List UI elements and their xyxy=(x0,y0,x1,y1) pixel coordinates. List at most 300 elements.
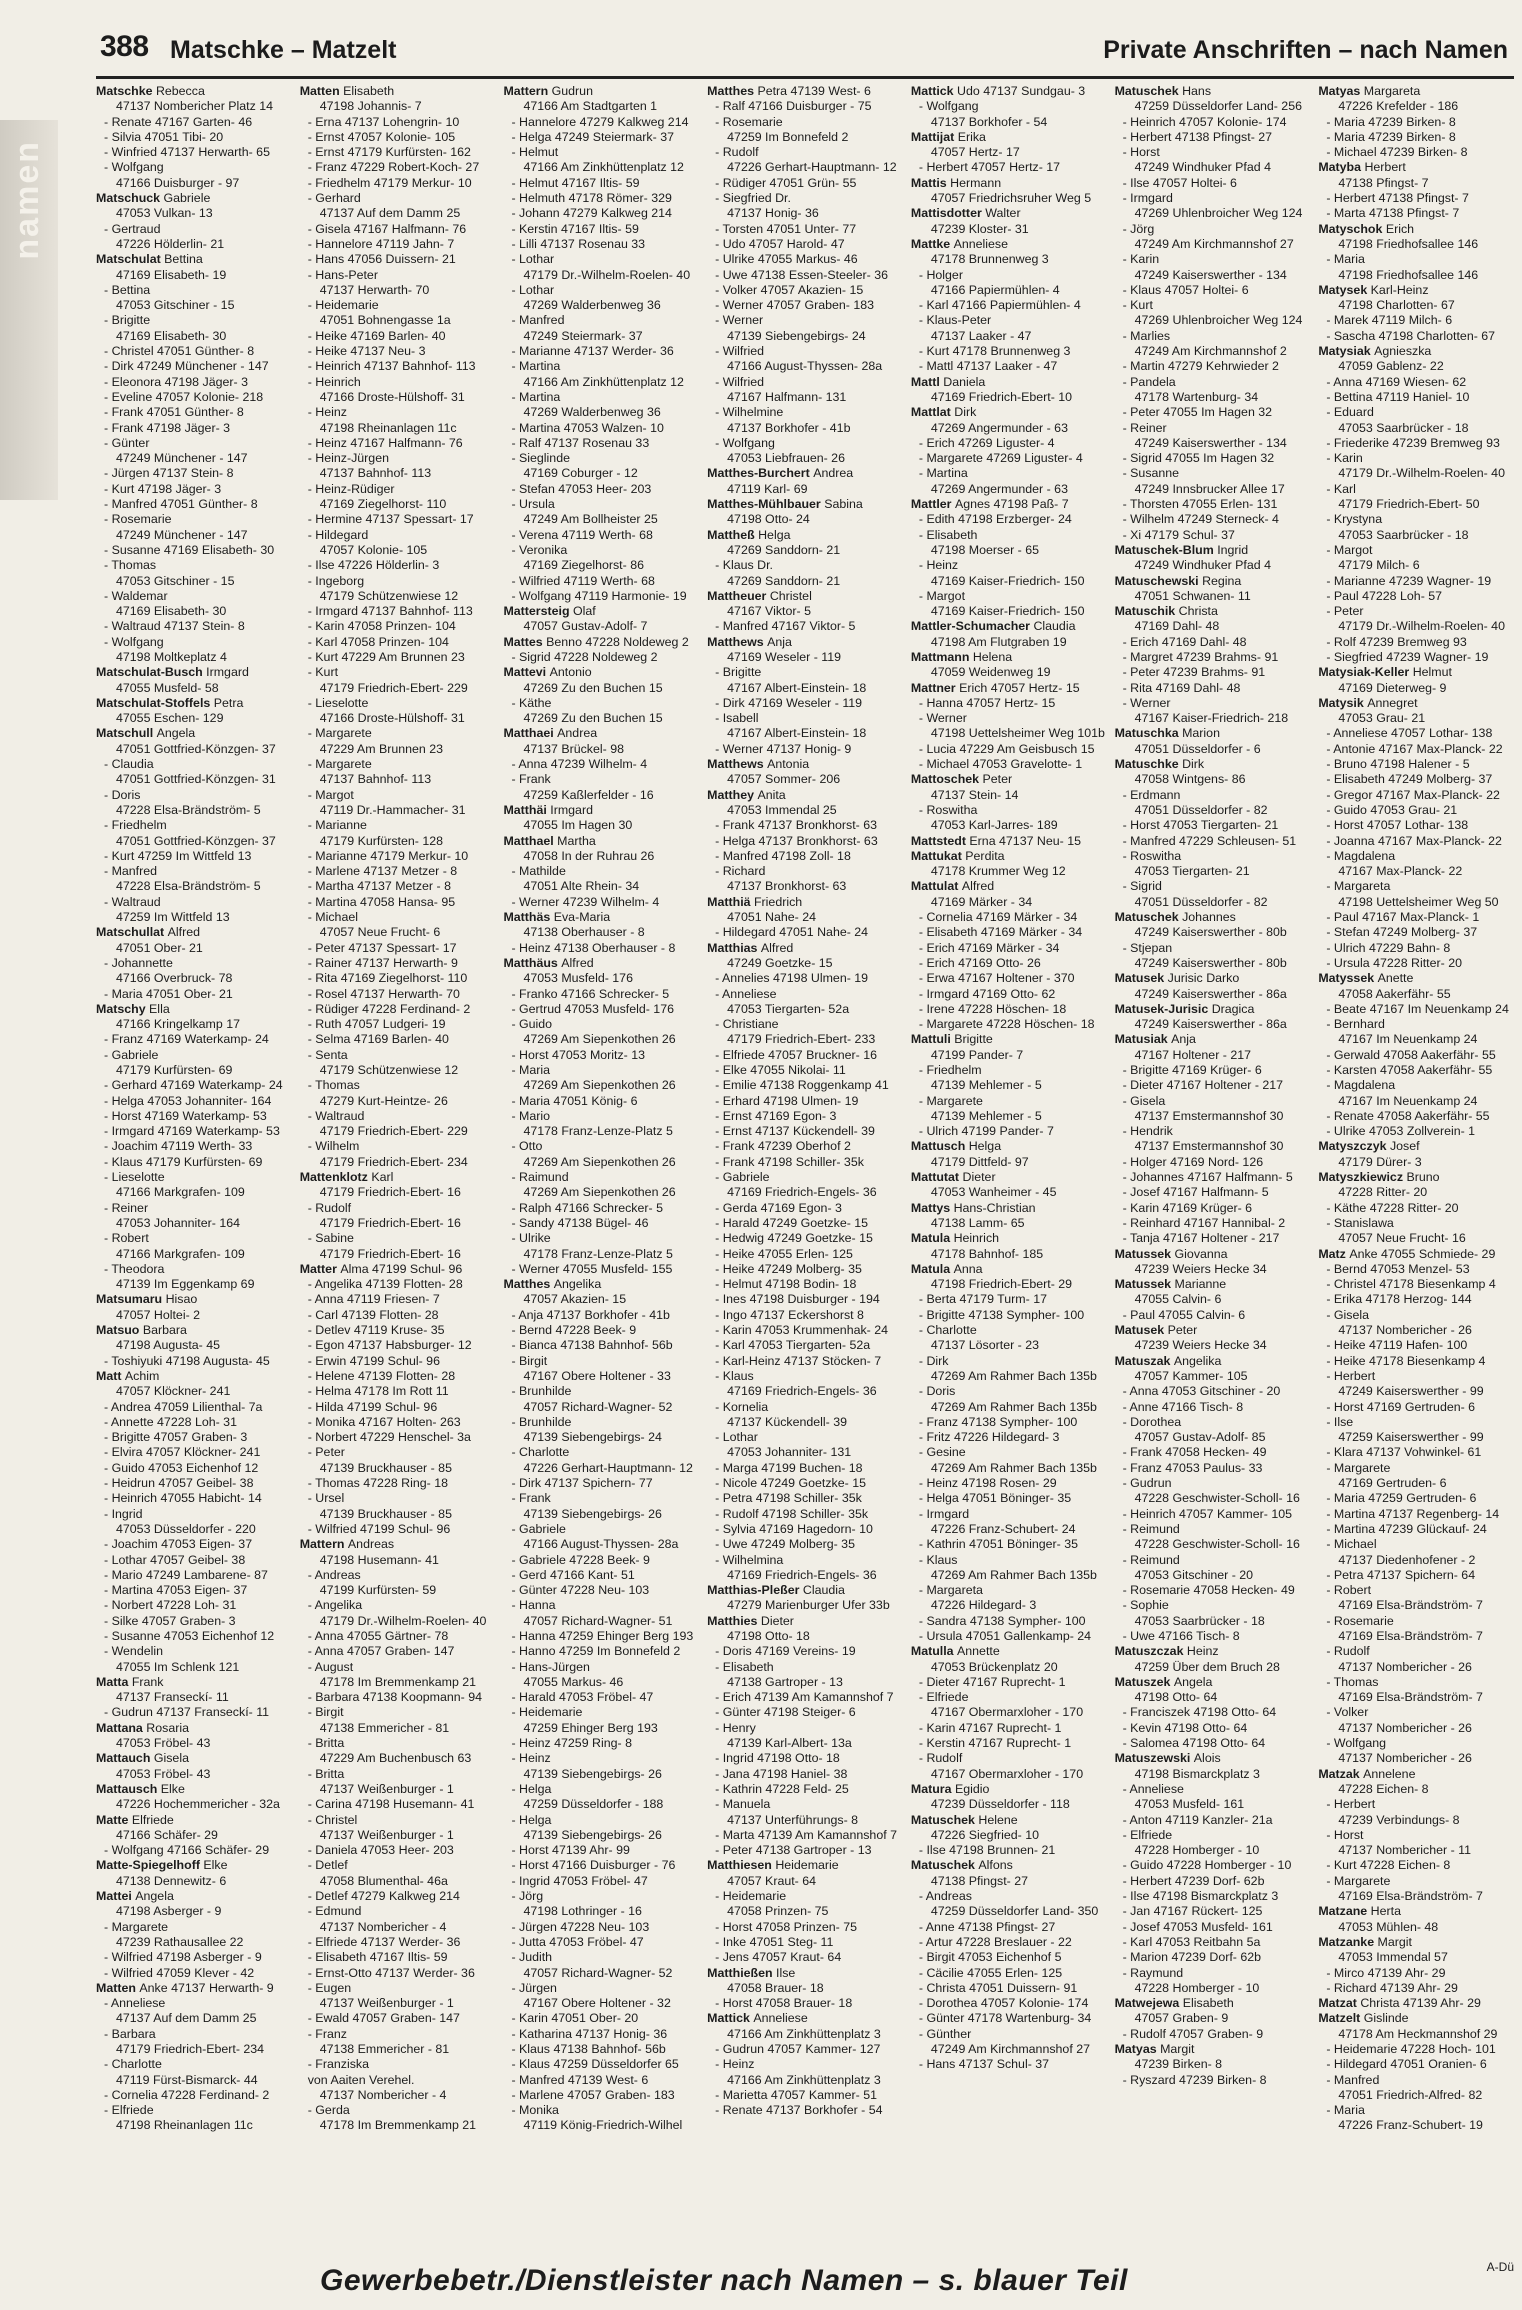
surname: Mattheuer xyxy=(707,588,767,603)
entry-line: - Helga 47051 Böninger- 35 xyxy=(918,1491,1072,1506)
entry-line: - Richard xyxy=(715,864,766,879)
entry-line: 47269 Zu den Buchen 15 xyxy=(523,711,663,726)
first-name: Josef xyxy=(1389,1139,1420,1154)
surname: Mattmann xyxy=(910,649,970,664)
surname: Matula xyxy=(910,1231,951,1246)
entry-line: - Dorothea xyxy=(1122,1414,1182,1429)
entry-line: - Andrea 47059 Lilienthal- 7a xyxy=(104,1399,263,1414)
entry-line: 47055 Calvin- 6 xyxy=(1134,1292,1222,1307)
entry-line: 47167 Kaiser-Friedrich- 218 xyxy=(1134,711,1289,726)
entry-line: 47058 Wintgens- 86 xyxy=(1134,772,1246,787)
entry-line: 47167 Holtener - 217 xyxy=(1134,1047,1252,1062)
entry-line: - Bianca 47138 Bahnhof- 56b xyxy=(511,1338,673,1353)
surname: Matschy xyxy=(96,1001,146,1016)
directory-column xyxy=(1115,84,1311,2282)
entry-line: - Friedhelm xyxy=(104,818,167,833)
side-tab-label: namen xyxy=(8,140,46,260)
entry-line: - Margarete xyxy=(1326,1873,1391,1888)
entry-line: - Anne 47166 Tisch- 8 xyxy=(1122,1399,1244,1414)
entry-line: 47051 Alte Rhein- 34 xyxy=(523,879,640,894)
entry-line: - Frank 47058 Hecken- 49 xyxy=(1122,1445,1267,1460)
entry-line: - Waldemar xyxy=(104,588,168,603)
first-name: Friedrich xyxy=(753,894,803,909)
entry-line: - Karl xyxy=(1326,481,1356,496)
entry-line: - Heinz 47167 Halfmann- 76 xyxy=(307,435,463,450)
entry-line: - Ralf 47137 Rosenau 33 xyxy=(511,435,650,450)
page-range: Matschke – Matzelt xyxy=(170,36,397,64)
entry-line: 47178 Am Heckmannshof 29 xyxy=(1338,2026,1498,2041)
entry-line: - Inke 47051 Steg- 11 xyxy=(715,1934,834,1949)
entry-line: 47198 Rheinanlagen 11c xyxy=(116,2118,253,2133)
entry-line: - Klaus xyxy=(918,1552,958,1567)
surname: Matysik xyxy=(1318,695,1364,710)
entry-line: - Ralf 47166 Duisburger - 75 xyxy=(715,99,872,114)
surname: Matthiesen xyxy=(707,1858,772,1873)
surname: Matthießen xyxy=(707,1965,773,1980)
entry-line: - Bernd 47228 Beek- 9 xyxy=(511,1323,637,1338)
first-name: Anja xyxy=(1171,1032,1196,1047)
entry-line: 47249 Innsbrucker Allee 17 xyxy=(1134,481,1285,496)
surname: Matuschik xyxy=(1114,604,1176,619)
entry-line: - Franz 47169 Waterkamp- 24 xyxy=(104,1032,269,1047)
surname: Matschulat-Busch xyxy=(96,665,203,680)
entry-line: 47053 Musfeld- 161 xyxy=(1134,1797,1245,1812)
first-name: Hermann xyxy=(950,175,1002,190)
entry-line: - Manfred 47167 Viktor- 5 xyxy=(715,619,856,634)
entry-line: 47179 Dr.-Wilhelm-Roelen- 40 xyxy=(319,1613,487,1628)
entry-line: 47239 Rathausallee 22 xyxy=(116,1934,244,1949)
entry-line: - Franz xyxy=(307,2026,347,2041)
entry-line: - Horst 47057 Lothar- 138 xyxy=(1326,818,1469,833)
entry-line: - Brigitte xyxy=(104,313,151,328)
entry-line: - Heinz 47138 Oberhauser - 8 xyxy=(511,940,676,955)
surname: Matzat xyxy=(1318,1996,1357,2011)
entry-line: 47167 Obermarxloher - 170 xyxy=(930,1766,1084,1781)
entry-line: - Wilhelmine xyxy=(715,405,784,420)
entry-line: - Bernd 47053 Menzel- 53 xyxy=(1326,1261,1470,1276)
entry-line: - Ilse 47198 Bismarckplatz 3 xyxy=(1122,1889,1279,1904)
surname: Mattoschek xyxy=(910,772,980,787)
entry-line: - Ursula 47228 Ritter- 20 xyxy=(1326,955,1462,970)
entry-line: - Dirk 47137 Spichern- 77 xyxy=(511,1476,653,1491)
entry-line: 47239 Birken- 8 xyxy=(1134,2057,1223,2072)
entry-line: - Heinz 47198 Rosen- 29 xyxy=(918,1476,1057,1491)
entry-line: 47178 Im Bremmenkamp 21 xyxy=(319,1674,477,1689)
entry-surname xyxy=(96,1889,292,1904)
surname: Matuszewski xyxy=(1114,1751,1191,1766)
entry-line: 47179 Friedrich-Ebert- 50 xyxy=(1338,497,1480,512)
entry-line: - Magdalena xyxy=(1326,1078,1396,1093)
entry-line: - Karsten 47058 Aakerfähr- 55 xyxy=(1326,1063,1493,1077)
entry-line: - Heike 47119 Hafen- 100 xyxy=(1326,1338,1468,1353)
entry-line: 47198 Otto- 24 xyxy=(727,512,810,527)
entry-line: 47179 Kurfürsten- 128 xyxy=(319,833,444,848)
surname: Matthias xyxy=(707,940,758,955)
entry-line: - Frank 47239 Oberhof 2 xyxy=(715,1139,851,1154)
entry-line: - Ilse 47057 Holtei- 6 xyxy=(1122,175,1237,190)
entry-line: 47053 Saarbrücker - 18 xyxy=(1338,527,1469,542)
entry-line: - Hermine 47137 Spessart- 17 xyxy=(307,512,474,527)
first-name: Angela xyxy=(1173,1674,1213,1689)
entry-line: - Hildegard 47051 Oranien- 6 xyxy=(1326,2057,1487,2072)
entry-surname xyxy=(96,696,292,711)
entry-line: 47119 Fürst-Bismarck- 44 xyxy=(116,2072,258,2087)
entry-line: 47051 Bohnengasse 1a xyxy=(319,313,451,328)
entry-line: 47169 Friedrich-Engels- 36 xyxy=(727,1185,877,1200)
entry-line: 47179 Friedrich-Ebert- 234 xyxy=(116,2042,265,2056)
entry-line: - Martha 47137 Metzer - 8 xyxy=(307,879,451,894)
first-name: Johannes xyxy=(1182,910,1236,925)
entry-line: - Barbara xyxy=(104,2026,156,2041)
entry-line: 47249 Kaiserswerther - 134 xyxy=(1134,267,1287,282)
entry-line: - Holger xyxy=(918,267,963,282)
first-name: Irmgard xyxy=(550,802,593,817)
entry-line: - Reiner xyxy=(104,1200,149,1215)
entry-line: - Ralph 47166 Schrecker- 5 xyxy=(511,1200,663,1215)
entry-surname xyxy=(1115,910,1311,925)
entry-line: - Robert xyxy=(1326,1583,1372,1598)
entry-line: - Hildegard 47051 Nahe- 24 xyxy=(715,925,869,940)
entry-line: - Norbert 47229 Henschel- 3a xyxy=(307,1430,471,1445)
first-name: Ilse xyxy=(776,1965,796,1980)
entry-line: 47139 Mehlemer - 5 xyxy=(930,1108,1042,1123)
entry-surname xyxy=(911,1782,1107,1797)
surname: Mattick xyxy=(707,2011,750,2026)
entry-line: - Irene 47228 Höschen- 18 xyxy=(918,1001,1067,1016)
entry-line: 47226 Hochemmericher - 32a xyxy=(116,1797,280,1812)
entry-line: 47269 Am Rahmer Bach 135b xyxy=(930,1399,1097,1414)
entry-line: 47138 Dennewitz- 6 xyxy=(116,1873,227,1888)
surname: Matyas xyxy=(1114,2042,1157,2056)
entry-line: - Jürgen 47137 Stein- 8 xyxy=(104,466,234,481)
entry-line: - Mirco 47139 Ahr- 29 xyxy=(1326,1965,1446,1980)
entry-line: - Wolfgang xyxy=(1326,1736,1387,1751)
entry-line: 47139 Siebengebirgs- 24 xyxy=(523,1430,662,1445)
entry-line: - Ryszard 47239 Birken- 8 xyxy=(1122,2072,1267,2087)
first-name: Antonio xyxy=(549,665,592,680)
entry-surname xyxy=(911,237,1107,252)
entry-line: 47198 Moerser - 65 xyxy=(930,542,1040,557)
entry-line: 47198 Am Flutgraben 19 xyxy=(930,634,1067,649)
entry-line: 47053 Brückenplatz 20 xyxy=(930,1659,1058,1674)
surname: Matthes xyxy=(503,1277,551,1292)
entry-line: - Frank 47198 Jäger- 3 xyxy=(104,420,231,435)
entry-line: - Kurt 47228 Eichen- 8 xyxy=(1326,1858,1451,1873)
entry-line: - Anna 47057 Graben- 147 xyxy=(307,1644,455,1659)
entry-line: - Annette 47228 Loh- 31 xyxy=(104,1414,237,1429)
surname: Mattern xyxy=(299,1537,345,1552)
entry-surname xyxy=(911,1139,1107,1154)
entry-line: - Rita 47169 Dahl- 48 xyxy=(1122,680,1241,695)
entry-line: 47057 Kraut- 64 xyxy=(727,1873,817,1888)
entry-line: - Kevin 47198 Otto- 64 xyxy=(1122,1720,1248,1735)
entry-line: 47249 Windhuker Pfad 4 xyxy=(1134,160,1271,175)
entry-line: - Gudrun 47137 Franseckí- 11 xyxy=(104,1705,270,1720)
entry-line: - Martina 47137 Regenberg- 14 xyxy=(1326,1506,1500,1521)
entry-line: - Karl 47166 Papiermühlen- 4 xyxy=(918,298,1081,313)
entry-line: - Elfriede xyxy=(104,2103,154,2118)
entry-surname xyxy=(1115,1751,1311,1766)
entry-line: - Manfred xyxy=(1326,2072,1380,2087)
first-name: Ingrid xyxy=(1217,542,1249,557)
entry-surname xyxy=(707,466,903,481)
entry-line: 47239 Kloster- 31 xyxy=(930,221,1029,236)
entry-line: 47179 Friedrich-Ebert- 16 xyxy=(319,1215,461,1230)
entry-line: 47053 Karl-Jarres- 189 xyxy=(930,818,1058,833)
surname: Matuschek-Blum xyxy=(1114,542,1214,557)
entry-line: 47167 Viktor- 5 xyxy=(727,604,811,619)
entry-line: 47051 Ober- 21 xyxy=(116,940,203,955)
entry-line: - Rudolf xyxy=(918,1751,963,1766)
entry-line: - Horst 47058 Prinzen- 75 xyxy=(715,1919,858,1934)
entry-line: - Sylvia 47169 Hagedorn- 10 xyxy=(715,1521,873,1536)
entry-line: - Ingo 47137 Eckershorst 8 xyxy=(715,1307,864,1322)
entry-line: - Kornelia xyxy=(715,1399,769,1414)
entry-line: - Sandra 47138 Sympher- 100 xyxy=(918,1613,1086,1628)
first-name: Giovanna xyxy=(1174,1246,1228,1261)
first-name: Erich 47057 Hertz- 15 xyxy=(959,680,1080,695)
surname: Matta xyxy=(96,1674,129,1689)
directory-column xyxy=(1318,84,1514,2282)
entry-line: 47053 Mühlen- 48 xyxy=(1338,1919,1439,1934)
entry-line: - Susanne 47169 Elisabeth- 30 xyxy=(104,542,275,557)
entry-line: - Reimund xyxy=(1122,1552,1180,1567)
entry-surname xyxy=(1318,160,1514,175)
entry-line: - Gabriele xyxy=(104,1047,159,1062)
entry-line: - Ingrid 47053 Fröbel- 47 xyxy=(511,1873,648,1888)
footer-note: Gewerbebetr./Dienstleister nach Namen – s. blauer Teil xyxy=(320,2264,1128,2297)
surname: Matschke xyxy=(96,84,153,98)
entry-line: 47228 Homberger - 10 xyxy=(1134,1980,1260,1995)
entry-line: 47259 Über dem Bruch 28 xyxy=(1134,1659,1280,1674)
surname: Matusek xyxy=(1114,1323,1165,1338)
first-name: Bettina xyxy=(164,252,203,267)
entry-surname xyxy=(1115,1002,1311,1017)
entry-line: 47137 Stein- 14 xyxy=(930,787,1019,802)
entry-surname xyxy=(1318,1935,1514,1950)
entry-line: 47169 Friedrich-Engels- 36 xyxy=(727,1384,877,1399)
entry-line: 47179 Dittfeld- 97 xyxy=(930,1154,1029,1169)
entry-line: 47269 Am Rahmer Bach 135b xyxy=(930,1460,1097,1475)
entry-line: - Elisabeth xyxy=(715,1659,774,1674)
entry-line: - Joachim 47119 Werth- 33 xyxy=(104,1139,253,1154)
entry-line: 47198 Otto- 18 xyxy=(727,1628,810,1643)
entry-line: - Judith xyxy=(511,1950,553,1965)
first-name: Christa xyxy=(1178,604,1218,619)
first-name: Regina xyxy=(1202,573,1242,588)
entry-line: - Margareta xyxy=(918,1583,983,1598)
entry-surname xyxy=(707,895,903,910)
surname: Mattisdotter xyxy=(910,206,982,221)
entry-surname xyxy=(707,635,903,650)
surname: Matuschke xyxy=(1114,757,1179,772)
entry-line: - Andreas xyxy=(307,1567,361,1582)
entry-line: - Heinrich 47057 Kammer- 105 xyxy=(1122,1506,1293,1521)
entry-line: - Wolfgang xyxy=(918,99,979,114)
entry-line: - Hanno 47259 Im Bonnefeld 2 xyxy=(511,1644,681,1659)
entry-line: - Holger 47169 Nord- 126 xyxy=(1122,1154,1264,1169)
entry-line: 47051 Gottfried-Könzgen- 37 xyxy=(116,741,276,756)
entry-line: - Rosemarie 47058 Hecken- 49 xyxy=(1122,1583,1295,1598)
entry-line: - Stefan 47249 Molberg- 37 xyxy=(1326,925,1478,940)
entry-line: 47166 Markgrafen- 109 xyxy=(116,1185,245,1200)
entry-line: 47179 Friedrich-Ebert- 229 xyxy=(319,1124,468,1139)
entry-line: - Anneliese 47057 Lothar- 138 xyxy=(1326,726,1493,741)
surname: Matzane xyxy=(1318,1904,1368,1919)
entry-line: 47179 Schützenwiese 12 xyxy=(319,588,459,603)
first-name: Alfred xyxy=(561,955,594,970)
entry-line: 47167 Albert-Einstein- 18 xyxy=(727,726,867,741)
entry-line: - Egon 47137 Habsburger- 12 xyxy=(307,1338,472,1353)
entry-surname xyxy=(96,1675,292,1690)
entry-line: - Lothar xyxy=(511,252,555,267)
entry-line: 47169 Elisabeth- 30 xyxy=(116,604,227,619)
entry-line: - Detlef 47279 Kalkweg 214 xyxy=(307,1889,460,1904)
surname: Matthes xyxy=(707,84,754,98)
entry-line: - Rolf 47239 Bremweg 93 xyxy=(1326,634,1467,649)
surname: Matyssek xyxy=(1318,971,1375,986)
first-name: Anneliese xyxy=(753,2011,808,2026)
entry-surname xyxy=(911,1201,1107,1216)
entry-line: - Erna 47137 Lohengrin- 10 xyxy=(307,114,460,129)
entry-line: 47055 Eschen- 129 xyxy=(116,711,224,726)
entry-line: - Margarete 47269 Liguster- 4 xyxy=(918,451,1083,466)
surname: Matthäs xyxy=(503,910,551,925)
first-name: Anita xyxy=(757,787,786,802)
entry-line: - Rudolf 47198 Schiller- 35k xyxy=(715,1506,869,1521)
entry-line: 47139 Karl-Albert- 13a xyxy=(727,1736,852,1751)
entry-line: - Eugen xyxy=(307,1980,352,1995)
entry-line: 47137 Kückendell- 39 xyxy=(727,1414,848,1429)
entry-line: - Siegfried Dr. xyxy=(715,191,791,206)
entry-line: 47198 Lothringer - 16 xyxy=(523,1904,642,1919)
entry-line: 47169 Kaiser-Friedrich- 150 xyxy=(930,573,1085,588)
entry-line: - Guido 47053 Eichenhof 12 xyxy=(104,1460,259,1475)
entry-surname xyxy=(911,834,1107,849)
entry-line: - Frank xyxy=(511,772,551,787)
first-name: Dirk xyxy=(954,405,977,420)
entry-line: 47259 Düsseldorfer - 188 xyxy=(523,1797,664,1812)
entry-line: - Katharina 47137 Honig- 36 xyxy=(511,2026,668,2041)
entry-line: 47169 Elsa-Brändström- 7 xyxy=(1338,1628,1483,1643)
surname: Mattlat xyxy=(910,405,951,420)
entry-line: - Ernst 47057 Kolonie- 105 xyxy=(307,129,456,144)
entry-line: 47228 Ritter- 20 xyxy=(1338,1185,1428,1200)
entry-surname xyxy=(707,788,903,803)
entry-line: - Reimund xyxy=(1122,1521,1180,1536)
entry-line: - Fritz 47226 Hildegard- 3 xyxy=(918,1430,1060,1445)
entry-line: - Frank 47051 Günther- 8 xyxy=(104,405,244,420)
entry-line: 47259 Ehinger Berg 193 xyxy=(523,1720,658,1735)
entry-line: - Susanne 47053 Eichenhof 12 xyxy=(104,1628,275,1643)
entry-line: - Marta 47138 Pfingst- 7 xyxy=(1326,206,1460,221)
entry-line: - Irmgard 47169 Otto- 62 xyxy=(918,986,1056,1001)
entry-line: - Volker 47057 Akazien- 15 xyxy=(715,282,864,297)
entry-line: 47053 Fröbel- 43 xyxy=(116,1736,211,1751)
entry-line: - Raimund xyxy=(511,1170,569,1185)
entry-line: 47167 Obere Holtener - 32 xyxy=(523,1996,671,2011)
entry-line: - Margarete xyxy=(307,726,372,741)
entry-line: - Dirk xyxy=(918,1353,949,1368)
surname: Matusiak xyxy=(1114,1032,1168,1047)
entry-surname xyxy=(911,1262,1107,1277)
entry-surname xyxy=(503,726,699,741)
surname: Mattern xyxy=(503,84,549,98)
entry-line: - Helmut 47167 Iltis- 59 xyxy=(511,175,640,190)
entry-line: - Anton 47119 Kanzler- 21a xyxy=(1122,1812,1273,1827)
entry-line: 47259 Düsseldorfer Land- 350 xyxy=(930,1904,1099,1919)
entry-line: - Ulrike 47055 Markus- 46 xyxy=(715,252,858,267)
entry-line: 47053 Tiergarten- 21 xyxy=(1134,864,1250,879)
entry-line: - Mario 47249 Lambarene- 87 xyxy=(104,1567,268,1582)
entry-line: - Beate 47167 Im Neuenkamp 24 xyxy=(1326,1001,1509,1016)
entry-line: - Jana 47198 Haniel- 38 xyxy=(715,1766,848,1781)
entry-line: 47051 Nahe- 24 xyxy=(727,910,817,925)
entry-line: - Gerda xyxy=(307,2103,350,2118)
surname: Matzanke xyxy=(1318,1934,1375,1949)
directory-columns xyxy=(96,84,1514,2282)
entry-line: 47198 Friedhofsallee 146 xyxy=(1338,236,1479,251)
first-name: Achim xyxy=(124,1368,160,1383)
entry-line: - Helma 47178 Im Rott 11 xyxy=(307,1384,449,1399)
entry-line: 47166 Papiermühlen- 4 xyxy=(930,282,1060,297)
entry-line: 47198 Asberger - 9 xyxy=(116,1904,222,1919)
entry-line: 47198 Moltkeplatz 4 xyxy=(116,649,227,664)
entry-line: 47166 Am Zinkhüttenplatz 12 xyxy=(523,374,684,389)
entry-line: 47249 Am Kirchmannshof 27 xyxy=(1134,236,1294,251)
entry-line: 47178 Franz-Lenze-Platz 5 xyxy=(523,1124,673,1139)
entry-line: - Gertraud xyxy=(104,221,161,236)
entry-line: 47166 Schäfer- 29 xyxy=(116,1827,218,1842)
entry-line: - Irmgard xyxy=(1122,191,1173,206)
entry-surname xyxy=(96,1323,292,1338)
entry-line: - Klaus 47179 Kurfürsten- 69 xyxy=(104,1154,263,1169)
entry-line: - Marga 47199 Buchen- 18 xyxy=(715,1460,863,1475)
first-name: Anneliese xyxy=(953,236,1008,251)
entry-surname xyxy=(300,1262,496,1277)
first-name: Claudia xyxy=(1033,619,1076,634)
entry-line: - Ulrike 47053 Zollverein- 1 xyxy=(1326,1124,1476,1139)
entry-line: 47169 Dieterweg- 9 xyxy=(1338,680,1447,695)
first-name: Karl-Heinz xyxy=(1370,282,1429,297)
entry-line: - Herbert 47057 Hertz- 17 xyxy=(918,160,1061,175)
entry-line: 47179 Friedrich-Ebert- 16 xyxy=(319,1246,461,1261)
entry-surname xyxy=(1318,1767,1514,1782)
entry-surname xyxy=(911,84,1107,99)
first-name: Helga xyxy=(968,1139,1002,1154)
entry-line: - Horst 47139 Ahr- 99 xyxy=(511,1843,630,1858)
entry-surname xyxy=(1318,344,1514,359)
entry-line: 47198 Rheinanlagen 11c xyxy=(319,420,457,435)
entry-line: - Wilfried xyxy=(715,344,765,359)
entry-line: - Heinrich 47055 Habicht- 14 xyxy=(104,1491,262,1506)
first-name: Petra 47139 West- 6 xyxy=(757,84,871,98)
first-name: Dieter xyxy=(760,1613,794,1628)
entry-line: 47167 Obere Holtener - 33 xyxy=(523,1368,671,1383)
entry-line: - Ilse 47198 Brunnen- 21 xyxy=(918,1843,1056,1858)
entry-line: - Gabriele 47228 Beek- 9 xyxy=(511,1552,650,1567)
entry-surname xyxy=(1115,2042,1311,2057)
entry-line: - Thomas xyxy=(307,1078,360,1093)
entry-line: 47249 Münchener - 147 xyxy=(116,451,248,466)
entry-line: 47053 Liebfrauen- 26 xyxy=(727,451,845,466)
entry-line: 47137 Nombericher - 26 xyxy=(1338,1751,1472,1766)
entry-line: - Harald 47249 Goetzke- 15 xyxy=(715,1215,869,1230)
entry-line: 47226 Gerhart-Hauptmann- 12 xyxy=(727,160,897,175)
entry-line: 47178 Franz-Lenze-Platz 5 xyxy=(523,1246,673,1261)
entry-line: 47239 Weiers Hecke 34 xyxy=(1134,1261,1267,1276)
entry-surname xyxy=(1318,696,1514,711)
